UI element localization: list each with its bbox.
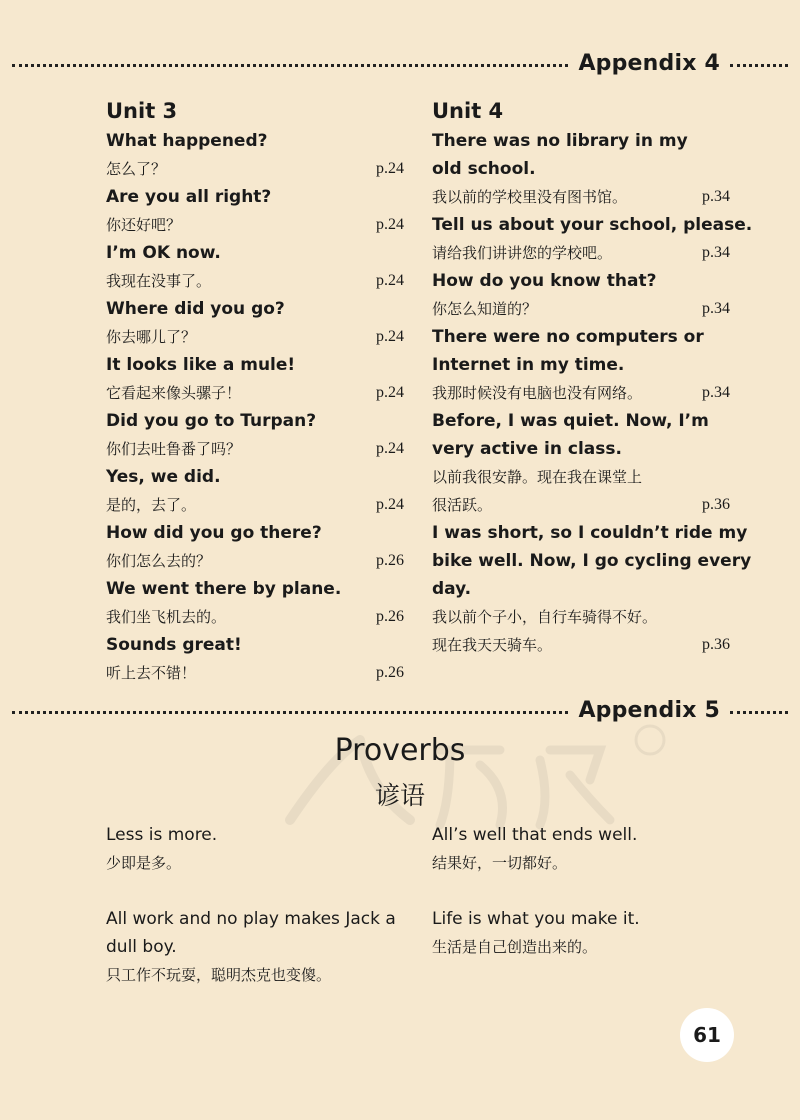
phrase-en: Where did you go?: [106, 299, 285, 319]
unit-3-title: Unit 3: [106, 99, 178, 123]
proverb-en: dull boy.: [106, 937, 177, 957]
phrase-cn-row: [432, 183, 730, 211]
phrase-en: How did you go there?: [106, 523, 322, 543]
proverb-cn: 少即是多。: [106, 854, 182, 872]
phrase-cn: 我以前个子小，自行车骑得不好。: [432, 608, 658, 626]
phrase-cn: 你还好吧？: [106, 216, 182, 234]
page-ref: p.24: [376, 272, 404, 289]
phrase-en: How do you know that?: [432, 271, 657, 291]
phrase-cn: 我以前的学校里没有图书馆。: [432, 188, 628, 206]
phrase-cn: 你们去吐鲁番了吗？: [106, 440, 242, 458]
proverb-cn: 只工作不玩耍，聪明杰克也变傻。: [106, 966, 332, 984]
phrase-cn: 怎么了？: [106, 160, 167, 178]
page-ref: p.36: [702, 496, 730, 513]
page-ref: p.24: [376, 496, 404, 513]
page-ref: p.34: [702, 244, 730, 261]
phrase-cn: 我们坐飞机去的。: [106, 608, 227, 626]
phrase-en: What happened?: [106, 131, 268, 151]
appendix-4-title: Appendix 4: [578, 50, 720, 76]
phrase-en: We went there by plane.: [106, 579, 342, 599]
proverb-cn: 生活是自己创造出来的。: [432, 938, 598, 956]
page-ref: p.24: [376, 440, 404, 457]
phrase-en: Tell us about your school, please.: [432, 215, 753, 235]
page-ref: p.24: [376, 216, 404, 233]
page-ref: p.34: [702, 300, 730, 317]
page-ref: p.26: [376, 664, 404, 681]
proverb-item: [432, 905, 732, 961]
appendix-5-title: Appendix 5: [578, 697, 720, 723]
phrase-en: There was no library in my: [432, 131, 688, 151]
dotted-rule: [12, 711, 568, 714]
phrase-cn: 它看起来像头骡子！: [106, 384, 242, 402]
page-ref: p.34: [702, 384, 730, 401]
phrase-cn-row: [106, 323, 404, 351]
phrase-cn-row: [106, 491, 404, 519]
dotted-rule: [730, 64, 788, 67]
phrase-cn-row: [432, 379, 730, 407]
phrase-cn: 现在我天天骑车。: [432, 636, 553, 654]
phrase-cn-row: [106, 435, 404, 463]
phrase-en: Before, I was quiet. Now, I’m: [432, 411, 709, 431]
page-ref: p.36: [702, 636, 730, 653]
proverb-cn: 结果好，一切都好。: [432, 854, 568, 872]
phrase-cn-row: [106, 547, 404, 575]
unit-4-column: [432, 97, 753, 659]
phrase-cn-row: [106, 155, 404, 183]
phrase-cn: 我现在没事了。: [106, 272, 212, 290]
phrase-en: Did you go to Turpan?: [106, 411, 317, 431]
phrase-cn: 很活跃。: [432, 496, 493, 514]
phrase-en: day.: [432, 579, 472, 599]
phrase-cn: 我那时候没有电脑也没有网络。: [432, 384, 643, 402]
phrase-cn-row: [432, 239, 730, 267]
phrase-en: There were no computers or: [432, 327, 704, 347]
phrase-cn: 是的，去了。: [106, 496, 197, 514]
phrase-cn: 听上去不错！: [106, 664, 197, 682]
proverb-item: [106, 905, 411, 989]
phrase-en: Sounds great!: [106, 635, 242, 655]
appendix-4-header: [12, 48, 788, 78]
phrase-en: I was short, so I couldn’t ride my: [432, 523, 748, 543]
page-number: 61: [680, 1008, 734, 1062]
dotted-rule: [730, 711, 788, 714]
phrase-cn-row: [106, 659, 404, 687]
unit-4-title: Unit 4: [432, 99, 504, 123]
phrase-en: bike well. Now, I go cycling every: [432, 551, 752, 571]
proverb-item: [432, 821, 732, 877]
proverbs-subtitle: 谚语: [374, 781, 425, 810]
proverb-en: All work and no play makes Jack a: [106, 909, 396, 929]
page-ref: p.24: [376, 328, 404, 345]
phrase-cn: 你怎么知道的？: [432, 300, 538, 318]
phrase-cn-row: [432, 295, 730, 323]
unit-3-column: [106, 97, 404, 687]
page-ref: p.26: [376, 608, 404, 625]
proverb-en: All’s well that ends well.: [432, 825, 638, 845]
proverb-en: Life is what you make it.: [432, 909, 640, 929]
phrase-en: I’m OK now.: [106, 243, 221, 263]
phrase-cn-row: [106, 379, 404, 407]
phrase-cn-row: [432, 603, 730, 631]
phrase-cn-row: [432, 491, 730, 519]
proverb-item: [106, 821, 406, 877]
page-ref: p.24: [376, 384, 404, 401]
page-ref: p.34: [702, 188, 730, 205]
proverbs-title: Proverbs: [334, 733, 466, 768]
phrase-cn-row: [432, 463, 730, 491]
phrase-en: Yes, we did.: [106, 467, 221, 487]
page-ref: p.24: [376, 160, 404, 177]
proverb-en: Less is more.: [106, 825, 218, 845]
dotted-rule: [12, 64, 568, 67]
page-ref: p.26: [376, 552, 404, 569]
phrase-cn: 你们怎么去的？: [106, 552, 212, 570]
phrase-cn: 以前我很安静。现在我在课堂上: [432, 468, 643, 486]
phrase-en: old school.: [432, 159, 536, 179]
phrase-cn-row: [106, 211, 404, 239]
phrase-cn-row: [432, 631, 730, 659]
phrase-en: Internet in my time.: [432, 355, 625, 375]
phrase-en: Are you all right?: [106, 187, 272, 207]
phrase-cn: 你去哪儿了？: [106, 328, 197, 346]
phrase-cn-row: [106, 603, 404, 631]
phrase-cn-row: [106, 267, 404, 295]
phrase-en: very active in class.: [432, 439, 622, 459]
phrase-en: It looks like a mule!: [106, 355, 296, 375]
phrase-cn: 请给我们讲讲您的学校吧。: [432, 244, 613, 262]
